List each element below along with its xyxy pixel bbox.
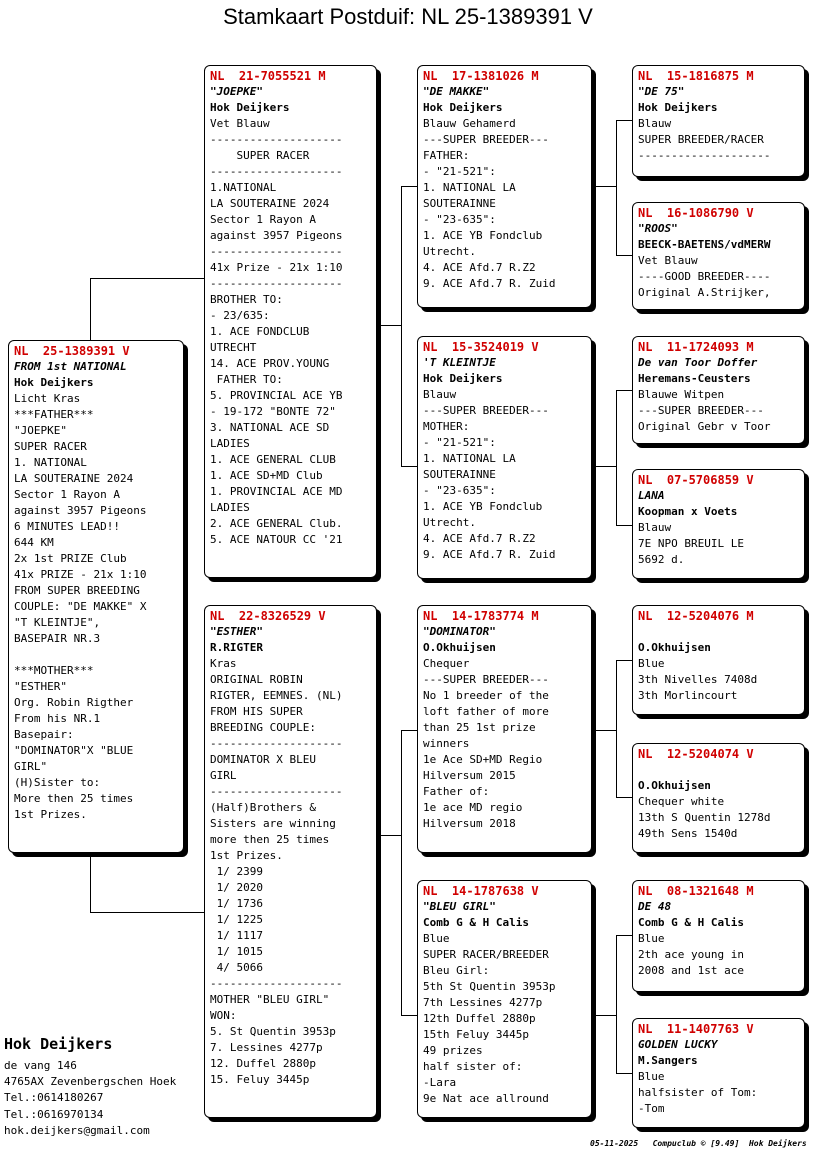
pedigree-line: GIRL" [14, 760, 48, 773]
pedigree-line [14, 647, 178, 663]
pedigree-line: 1/ 1117 [210, 929, 263, 942]
pedigree-line: 3th Nivelles 7408d [638, 673, 758, 686]
pigeon-card-sire [204, 65, 377, 578]
pedigree-line: than 25 1st prize [423, 721, 536, 734]
pedigree-line: MOTHER "BLEU GIRL" [210, 993, 330, 1006]
pigeon-name: "DOMINATOR" [423, 625, 496, 638]
pigeon-name: 'T KLEINTJE [423, 356, 496, 369]
pedigree-line: "JOEPKE" [14, 424, 67, 437]
connector [401, 466, 417, 467]
pedigree-line: ***MOTHER*** [14, 664, 94, 677]
pigeon-card-dss [632, 605, 805, 715]
pigeon-owner: O.Okhuijsen [638, 641, 711, 654]
pedigree-line: 12th Duffel 2880p [423, 1012, 536, 1025]
pedigree-line: Blauw [423, 388, 457, 401]
pedigree-line: ***FATHER*** [14, 408, 94, 421]
pedigree-line: - "23-635": [423, 484, 496, 497]
pigeon-owner: Comb G & H Calis [423, 916, 529, 929]
pedigree-line: COUPLE: "DE MAKKE" X [14, 600, 147, 613]
pedigree-line: 13th S Quentin 1278d [638, 811, 771, 824]
ring-number: NL 14-1787638 V [423, 884, 539, 898]
pedigree-line: More then 25 times [14, 792, 134, 805]
pigeon-name: GOLDEN LUCKY [638, 1038, 718, 1051]
pigeon-owner: R.RIGTER [210, 641, 263, 654]
pigeon-name: "ESTHER" [210, 625, 263, 638]
connector [616, 390, 632, 391]
pigeon-name [638, 762, 799, 778]
connector [90, 853, 91, 913]
connector [401, 186, 417, 187]
pedigree-line: BROTHER TO: [210, 293, 283, 306]
pedigree-line: 6 MINUTES LEAD!! [14, 520, 120, 533]
ring-number: NL 11-1724093 M [638, 340, 754, 354]
ring-number: NL 15-3524019 V [423, 340, 539, 354]
pedigree-line: Hilversum 2018 [423, 817, 516, 830]
pigeon-name: DE 48 [638, 900, 672, 913]
pedigree-line: 5. St Quentin 3953p [210, 1025, 336, 1038]
pigeon-card-sds [632, 336, 805, 444]
pedigree-line: From his NR.1 [14, 712, 101, 725]
pedigree-line: - 19-172 "BONTE 72" [210, 405, 336, 418]
connector [90, 912, 204, 913]
ring-number: NL 14-1783774 M [423, 609, 539, 623]
pedigree-line: halfsister of Tom: [638, 1086, 758, 1099]
pigeon-name: FROM 1st NATIONAL [14, 360, 127, 373]
pedigree-line: BASEPAIR NR.3 [14, 632, 101, 645]
pedigree-line: against 3957 Pigeons [210, 229, 343, 242]
pigeon-owner: Hok Deijkers [423, 372, 503, 385]
pedigree-line: Vet Blauw [638, 254, 698, 267]
pedigree-line: (H)Sister to: [14, 776, 101, 789]
pedigree-line: 2. ACE GENERAL Club. [210, 517, 343, 530]
pigeon-name: LANA [638, 489, 665, 502]
pedigree-line: LADIES [210, 501, 250, 514]
pedigree-line: more then 25 times [210, 833, 330, 846]
pedigree-line: WON: [210, 1009, 237, 1022]
pedigree-line: SUPER BREEDER/RACER [638, 133, 764, 146]
connector [616, 120, 617, 255]
pedigree-line: SUPER RACER [14, 440, 87, 453]
pedigree-line: 1e ace MD regio [423, 801, 523, 814]
pedigree-line: 49th Sens 1540d [638, 827, 738, 840]
connector [90, 278, 91, 340]
address-line: 4765AX Zevenbergschen Hoek [4, 1075, 177, 1089]
pedigree-line: loft father of more [423, 705, 549, 718]
pedigree-line: 7. Lessines 4277p [210, 1041, 323, 1054]
pedigree-line: Sector 1 Rayon A [210, 213, 316, 226]
pedigree-line: 1. NATIONAL LA [423, 181, 516, 194]
ring-number: NL 07-5706859 V [638, 473, 754, 487]
pedigree-line: Utrecht. [423, 245, 476, 258]
pedigree-line: FROM SUPER BREEDING [14, 584, 140, 597]
pedigree-line: 41x Prize - 21x 1:10 [210, 261, 343, 274]
pedigree-line: Utrecht. [423, 516, 476, 529]
pedigree-line: Vet Blauw [210, 117, 270, 130]
pedigree-line: LA SOUTERAINE 2024 [14, 472, 134, 485]
pedigree-line: SOUTERAINNE [423, 468, 496, 481]
pedigree-line: Blauw [638, 117, 672, 130]
pigeon-owner: Hok Deijkers [14, 376, 94, 389]
connector [401, 186, 402, 466]
connector [401, 730, 417, 731]
pedigree-line: 1. ACE GENERAL CLUB [210, 453, 336, 466]
pedigree-line: 1. NATIONAL LA [423, 452, 516, 465]
pedigree-line: -------------------- [210, 245, 343, 258]
ring-number: NL 25-1389391 V [14, 344, 130, 358]
pedigree-line: "ESTHER" [14, 680, 67, 693]
pedigree-line: -------------------- [210, 133, 343, 146]
pigeon-owner: O.Okhuijsen [423, 641, 496, 654]
pedigree-line: Sisters are winning [210, 817, 336, 830]
pedigree-line: LADIES [210, 437, 250, 450]
pigeon-owner: Koopman x Voets [638, 505, 738, 518]
pedigree-line: 4. ACE Afd.7 R.Z2 [423, 261, 536, 274]
pedigree-line: RIGTER, EEMNES. (NL) [210, 689, 343, 702]
pedigree-line: FATHER TO: [210, 373, 283, 386]
pigeon-name: De van Toor Doffer [638, 356, 758, 369]
pedigree-line: SUPER RACER/BREEDER [423, 948, 549, 961]
pigeon-owner: Hok Deijkers [423, 101, 503, 114]
pigeon-card-dam [204, 605, 377, 1118]
pigeon-owner: Heremans-Ceusters [638, 372, 751, 385]
connector [401, 730, 402, 1015]
pedigree-line: Kras [210, 657, 237, 670]
pedigree-line: 1. ACE SD+MD Club [210, 469, 323, 482]
pedigree-line: - "23-635": [423, 213, 496, 226]
pedigree-line: against 3957 Pigeons [14, 504, 147, 517]
pigeon-card-dsd [632, 743, 805, 853]
pedigree-line: 7E NPO BREUIL LE [638, 537, 744, 550]
pedigree-line: ---SUPER BREEDER--- [423, 404, 549, 417]
pedigree-line: Blue [638, 1070, 665, 1083]
pigeon-card-sdd [632, 469, 805, 579]
pigeon-card-dam-sire [417, 605, 592, 853]
pedigree-line: 5. PROVINCIAL ACE YB [210, 389, 343, 402]
connector [616, 660, 632, 661]
pedigree-line: 1st Prizes. [210, 849, 283, 862]
connector [616, 1073, 632, 1074]
breeder-address [4, 1058, 176, 1139]
pedigree-line: -Lara [423, 1076, 457, 1089]
pedigree-line: No 1 breeder of the [423, 689, 549, 702]
pedigree-line: 9. ACE Afd.7 R. Zuid [423, 548, 556, 561]
pigeon-name [638, 624, 799, 640]
pedigree-line: -------------------- [210, 165, 343, 178]
pedigree-line: SUPER RACER [210, 149, 310, 162]
pigeon-owner: BEECK-BAETENS/vdMERW [638, 238, 771, 251]
pigeon-owner: O.Okhuijsen [638, 779, 711, 792]
ring-number: NL 11-1407763 V [638, 1022, 754, 1036]
pedigree-line: 1. ACE FONDCLUB [210, 325, 310, 338]
connector [377, 325, 401, 326]
pedigree-line: 1. ACE YB Fondclub [423, 229, 543, 242]
pedigree-line: 15. Feluy 3445p [210, 1073, 310, 1086]
connector [616, 935, 617, 1073]
pedigree-line: 2008 and 1st ace [638, 964, 744, 977]
pedigree-line: -------------------- [210, 277, 343, 290]
pedigree-line: 5692 d. [638, 553, 685, 566]
pedigree-line: 5. ACE NATOUR CC '21 [210, 533, 343, 546]
pigeon-card-subject [8, 340, 184, 853]
pedigree-line: 41x PRIZE - 21x 1:10 [14, 568, 147, 581]
pedigree-line: Blue [638, 657, 665, 670]
address-line: de vang 146 [4, 1059, 77, 1072]
pedigree-line: 1/ 1225 [210, 913, 263, 926]
pedigree-line: Hilversum 2015 [423, 769, 516, 782]
pedigree-line: Blue [638, 932, 665, 945]
pigeon-card-sire-dam [417, 336, 592, 579]
phone-line: Tel.:0614180267 [4, 1091, 104, 1105]
pedigree-line: Blue [423, 932, 450, 945]
ring-number: NL 17-1381026 M [423, 69, 539, 83]
pedigree-line: 9. ACE Afd.7 R. Zuid [423, 277, 556, 290]
pigeon-owner: Comb G & H Calis [638, 916, 744, 929]
pedigree-line: 1/ 2020 [210, 881, 263, 894]
breeder-name: Hok Deijkers [4, 1035, 113, 1053]
connector [616, 935, 632, 936]
connector [377, 835, 401, 836]
pigeon-name: "ROOS" [638, 222, 678, 235]
pedigree-line: -------------------- [210, 785, 343, 798]
pedigree-line: (Half)Brothers & [210, 801, 316, 814]
pedigree-line: Basepair: [14, 728, 74, 741]
phone-line: Tel.:0616970134 [4, 1107, 104, 1121]
ring-number: NL 08-1321648 M [638, 884, 754, 898]
pigeon-card-sire-sire [417, 65, 592, 308]
pedigree-line: 1. PROVINCIAL ACE MD [210, 485, 343, 498]
pedigree-line: 1. NATIONAL [14, 456, 87, 469]
pedigree-line: 1st Prizes. [14, 808, 87, 821]
pedigree-line: 5th St Quentin 3953p [423, 980, 556, 993]
pedigree-line: 4/ 5066 [210, 961, 263, 974]
pigeon-card-dam-dam [417, 880, 592, 1118]
pigeon-name: "DE MAKKE" [423, 85, 490, 98]
pedigree-line: 4. ACE Afd.7 R.Z2 [423, 532, 536, 545]
ring-number: NL 15-1816875 M [638, 69, 754, 83]
pedigree-line: Bleu Girl: [423, 964, 490, 977]
connector [616, 797, 632, 798]
print-stamp: 05-11-2025 Compuclub © [9.49] Hok Deijkers [590, 1139, 807, 1148]
pedigree-line: ORIGINAL ROBIN [210, 673, 303, 686]
pedigree-line: 7th Lessines 4277p [423, 996, 543, 1009]
connector [90, 278, 204, 279]
pedigree-line: FATHER: [423, 149, 470, 162]
pigeon-owner: Hok Deijkers [210, 101, 290, 114]
ring-number: NL 12-5204076 M [638, 609, 754, 623]
pedigree-line: -------------------- [210, 977, 343, 990]
pedigree-line: - 23/635: [210, 309, 270, 322]
pedigree-line: ---SUPER BREEDER--- [638, 404, 764, 417]
pedigree-line: MOTHER: [423, 420, 470, 433]
pedigree-line: 1/ 2399 [210, 865, 263, 878]
pedigree-line: Blauw Gehamerd [423, 117, 516, 130]
pedigree-line: Org. Robin Rigther [14, 696, 134, 709]
pedigree-line: 3th Morlincourt [638, 689, 738, 702]
pedigree-line: ---SUPER BREEDER--- [423, 133, 549, 146]
pedigree-line: -------------------- [210, 737, 343, 750]
pedigree-line: Chequer [423, 657, 470, 670]
pigeon-owner: Hok Deijkers [638, 101, 718, 114]
pedigree-line: 2th ace young in [638, 948, 744, 961]
pedigree-line: -Tom [638, 1102, 665, 1115]
pigeon-name: "BLEU GIRL" [423, 900, 496, 913]
pedigree-line: 1/ 1015 [210, 945, 263, 958]
pedigree-line: 1.NATIONAL [210, 181, 277, 194]
pedigree-line: 1e Ace SD+MD Regio [423, 753, 543, 766]
email-line: hok.deijkers@gmail.com [4, 1123, 150, 1137]
ring-number: NL 22-8326529 V [210, 609, 326, 623]
pedigree-line: DOMINATOR X BLEU [210, 753, 316, 766]
pedigree-line: "T KLEINTJE", [14, 616, 101, 629]
pedigree-line: Original A.Strijker, [638, 286, 771, 299]
pigeon-owner: M.Sangers [638, 1054, 698, 1067]
pedigree-line: half sister of: [423, 1060, 523, 1073]
pedigree-line: FROM HIS SUPER [210, 705, 303, 718]
pedigree-line: Sector 1 Rayon A [14, 488, 120, 501]
pedigree-line: 14. ACE PROV.YOUNG [210, 357, 330, 370]
connector [616, 660, 617, 797]
connector [592, 1015, 616, 1016]
connector [592, 466, 616, 467]
pedigree-line: LA SOUTERAINE 2024 [210, 197, 330, 210]
pedigree-line: 49 prizes [423, 1044, 483, 1057]
pedigree-line: UTRECHT [210, 341, 257, 354]
pedigree-line: - "21-521": [423, 165, 496, 178]
pedigree-line: 12. Duffel 2880p [210, 1057, 316, 1070]
pedigree-line: 1/ 1736 [210, 897, 263, 910]
ring-number: NL 21-7055521 M [210, 69, 326, 83]
pigeon-card-ssd [632, 202, 805, 310]
ring-number: NL 12-5204074 V [638, 747, 754, 761]
pedigree-line: Father of: [423, 785, 490, 798]
page-title: Stamkaart Postduif: NL 25-1389391 V [223, 4, 593, 29]
ring-number: NL 16-1086790 V [638, 206, 754, 220]
pedigree-line: Blauw [638, 521, 672, 534]
pedigree-line: 15th Feluy 3445p [423, 1028, 529, 1041]
pigeon-card-dds [632, 880, 805, 992]
connector [592, 730, 616, 731]
pedigree-line: -------------------- [638, 149, 771, 162]
pedigree-line: ---SUPER BREEDER--- [423, 673, 549, 686]
pedigree-line: - "21-521": [423, 436, 496, 449]
connector [401, 1015, 417, 1016]
pedigree-line: 9e Nat ace allround [423, 1092, 549, 1105]
connector [592, 186, 616, 187]
pedigree-line: 644 KM [14, 536, 54, 549]
pigeon-name: "DE 75" [638, 85, 685, 98]
connector [616, 390, 617, 525]
pedigree-line: 1. ACE YB Fondclub [423, 500, 543, 513]
pedigree-line: ----GOOD BREEDER---- [638, 270, 771, 283]
pedigree-line: Blauwe Witpen [638, 388, 725, 401]
pedigree-line: SOUTERAINNE [423, 197, 496, 210]
pedigree-line: 3. NATIONAL ACE SD [210, 421, 330, 434]
pedigree-line: 2x 1st PRIZE Club [14, 552, 127, 565]
pigeon-card-sss [632, 65, 805, 177]
connector [616, 120, 632, 121]
pigeon-card-ddd [632, 1018, 805, 1128]
connector [616, 525, 632, 526]
pedigree-line: Original Gebr v Toor [638, 420, 771, 433]
pedigree-line: Chequer white [638, 795, 725, 808]
connector [616, 255, 632, 256]
pedigree-line: "DOMINATOR"X "BLUE [14, 744, 134, 757]
pedigree-line: GIRL [210, 769, 237, 782]
pigeon-name: "JOEPKE" [210, 85, 263, 98]
pedigree-line: winners [423, 737, 470, 750]
pedigree-line: Licht Kras [14, 392, 81, 405]
pedigree-line: BREEDING COUPLE: [210, 721, 316, 734]
